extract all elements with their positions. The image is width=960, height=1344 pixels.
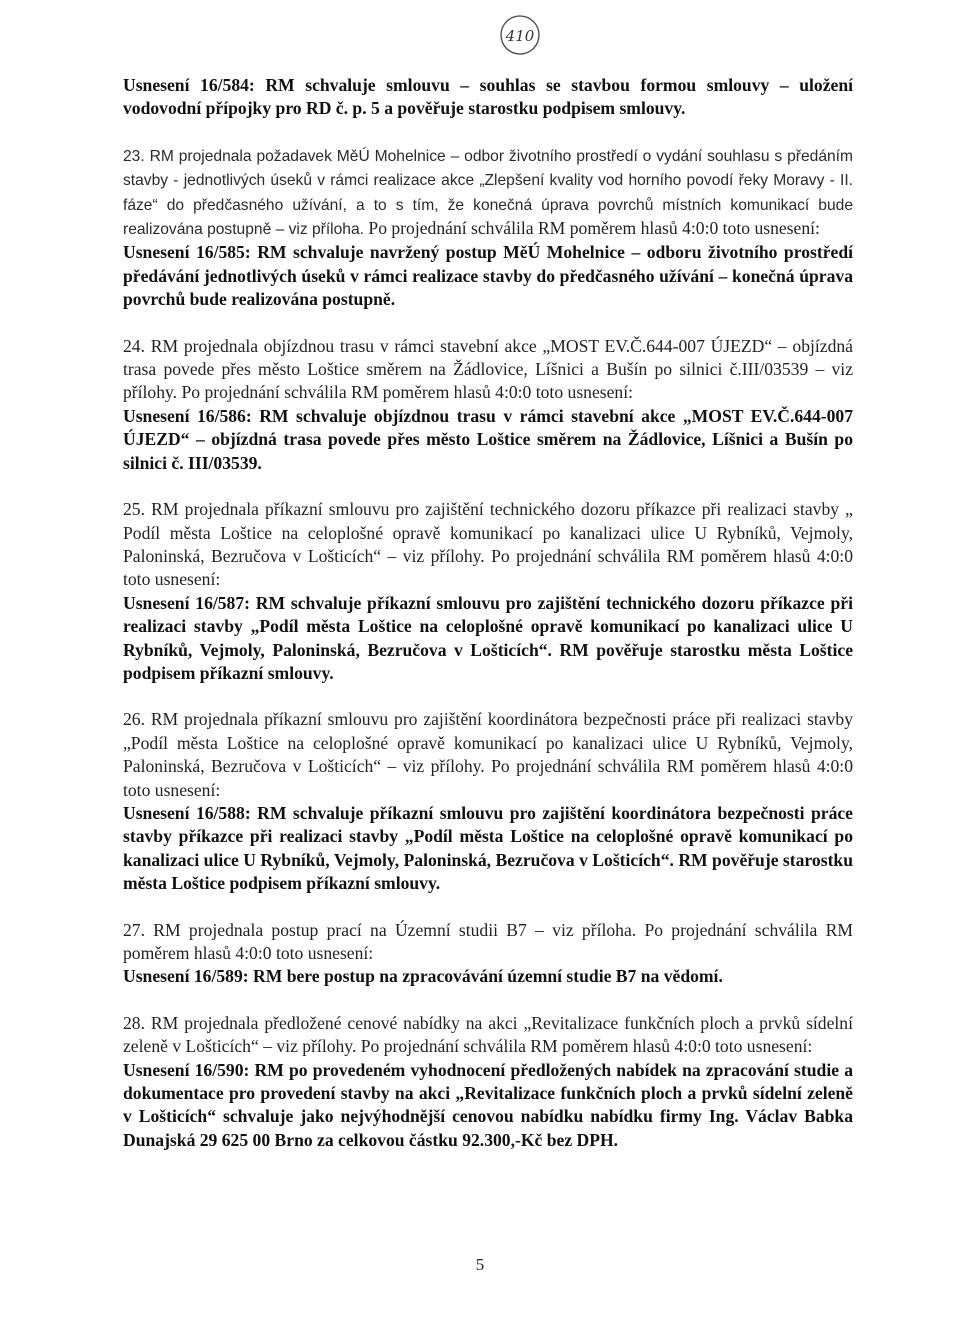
section-28 [123,1012,853,1152]
section-resolution: Usnesení 16/589: RM bere postup na zpracovávání územní studie B7 na vědomí. [123,966,723,987]
section-intro: 23. RM projednala požadavek MěÚ Mohelnice – odbor životního prostředí o vydání souhlasu s předáním stavby - jednotlivých úseků v rámci realizace akce „Zlepšení kvality vod horního povodí řeky Moravy - II. fáze“ do předčasného užívání, a to s tím, že konečná úprava povrchů místních komunikací bude realizována postupně – viz příloha. [123,147,853,239]
section-resolution: Usnesení 16/590: RM po provedeném vyhodnocení předložených nabídek na zpracování studie a dokumentace pro provedení stavby na akci „Revitalizace funkčních ploch a prvků sídelní zeleně v Lošticích“ schvaluje jako nejvýhodnější cenovou nabídku nabídku firmy Ing. Václav Babka Dunajská 29 625 00 Brno za celkovou částku 92.300,-Kč bez DPH. [123,1059,853,1150]
section-27 [123,919,853,989]
section-resolution: Usnesení 16/586: RM schvaluje objízdnou trasu v rámci stavební akce „MOST EV.Č.644-007 ÚJEZD“ – objízdná trasa povede přes město Loštice směrem na Žádlovice, Líšnici a Bušín po silnici č. III/03539. [123,405,853,473]
section-intro-tail: Po projednání schválila RM poměrem hlasů 4:0:0 toto usnesení: [123,919,853,963]
section-intro-tail: Po projednání schválila RM poměrem hlasů 4:0:0 toto usnesení: [123,756,853,800]
section-intro-tail: Po projednání schválila RM poměrem hlasů 4:0:0 toto usnesení: [181,382,633,403]
section-intro: 25. RM projednala příkazní smlouvu pro zajištění technického dozoru příkazce při realizaci stavby „ Podíl města Loštice na celoplošné opravě komunikací po kanalizaci ulice U Rybníků, Vejmoly, Paloninská, Bezručova v Lošticích“ – viz přílohy. [123,499,853,566]
section-23 [123,144,853,312]
stamp-number: 410 [505,27,535,45]
section-intro: 27. RM projednala postup prací na Územní studii B7 – viz příloha. [123,919,637,940]
section-25 [123,498,853,685]
section-intro: 26. RM projednala příkazní smlouvu pro zajištění koordinátora bezpečnosti práce při realizaci stavby „Podíl města Loštice na celoplošné opravě komunikací po kanalizaci ulice U Rybníků, Vejmoly, Paloninská, Bezručova v Lošticích“ – viz přílohy. [123,709,853,777]
section-resolution: Usnesení 16/588: RM schvaluje příkazní smlouvu pro zajištění koordinátora bezpečnosti práce stavby příkazce při realizaci stavby „Podíl města Loštice na celoplošné opravě komunikací po kanalizaci ulice U Rybníků, Vejmoly, Paloninská, Bezručova v Lošticích“. RM pověřuje starostku města Loštice podpisem příkazní smlouvy. [123,802,853,894]
section-26 [123,708,853,895]
stamp-circle-icon [497,12,543,58]
section-intro-tail: Po projednání schválila RM poměrem hlasů 4:0:0 toto usnesení: [368,218,820,239]
section-intro: 24. RM projednala objízdnou trasu v rámci stavební akce „MOST EV.Č.644-007 ÚJEZD“ – objízdná trasa povede přes město Loštice směrem na Žádlovice, Líšnici a Bušín po silnici č.III/03539 – viz přílohy. [123,335,853,403]
section-24 [123,335,853,475]
section-resolution: Usnesení 16/585: RM schvaluje navržený postup MěÚ Mohelnice – odboru životního prostředí předávání jednotlivých úseků v rámci realizace stavby do předčasného užívání – konečná úprava povrchů bude realizována postupně. [123,242,853,310]
resolution-16-584: Usnesení 16/584: RM schvaluje smlouvu – souhlas se stavbou formou smlouvy – uložení vodovodní přípojky pro RD č. p. 5 a pověřuje starostku podpisem smlouvy. [123,75,853,119]
page-stamp [497,12,543,58]
section-intro: 28. RM projednala předložené cenové nabídky na akci „Revitalizace funkčních ploch a prvků sídelní zeleně v Lošticích“ – viz přílohy. [123,1012,853,1057]
document-content [123,74,853,1175]
section-intro-tail: Po projednání schválila RM poměrem hlasů 4:0:0 toto usnesení: [360,1036,813,1057]
page-number: 5 [475,1255,485,1274]
section-intro-tail: Po projednání schválila RM poměrem hlasů 4:0:0 toto usnesení: [123,545,853,590]
section-resolution: Usnesení 16/587: RM schvaluje příkazní smlouvu pro zajištění technického dozoru příkazce při realizaci stavby „Podíl města Loštice na celoplošné opravě komunikací po kanalizaci ulice U Rybníků, Vejmoly, Paloninská, Bezručova v Lošticích“. RM pověřuje starostku města Loštice podpisem příkazní smlouvy. [123,592,853,683]
